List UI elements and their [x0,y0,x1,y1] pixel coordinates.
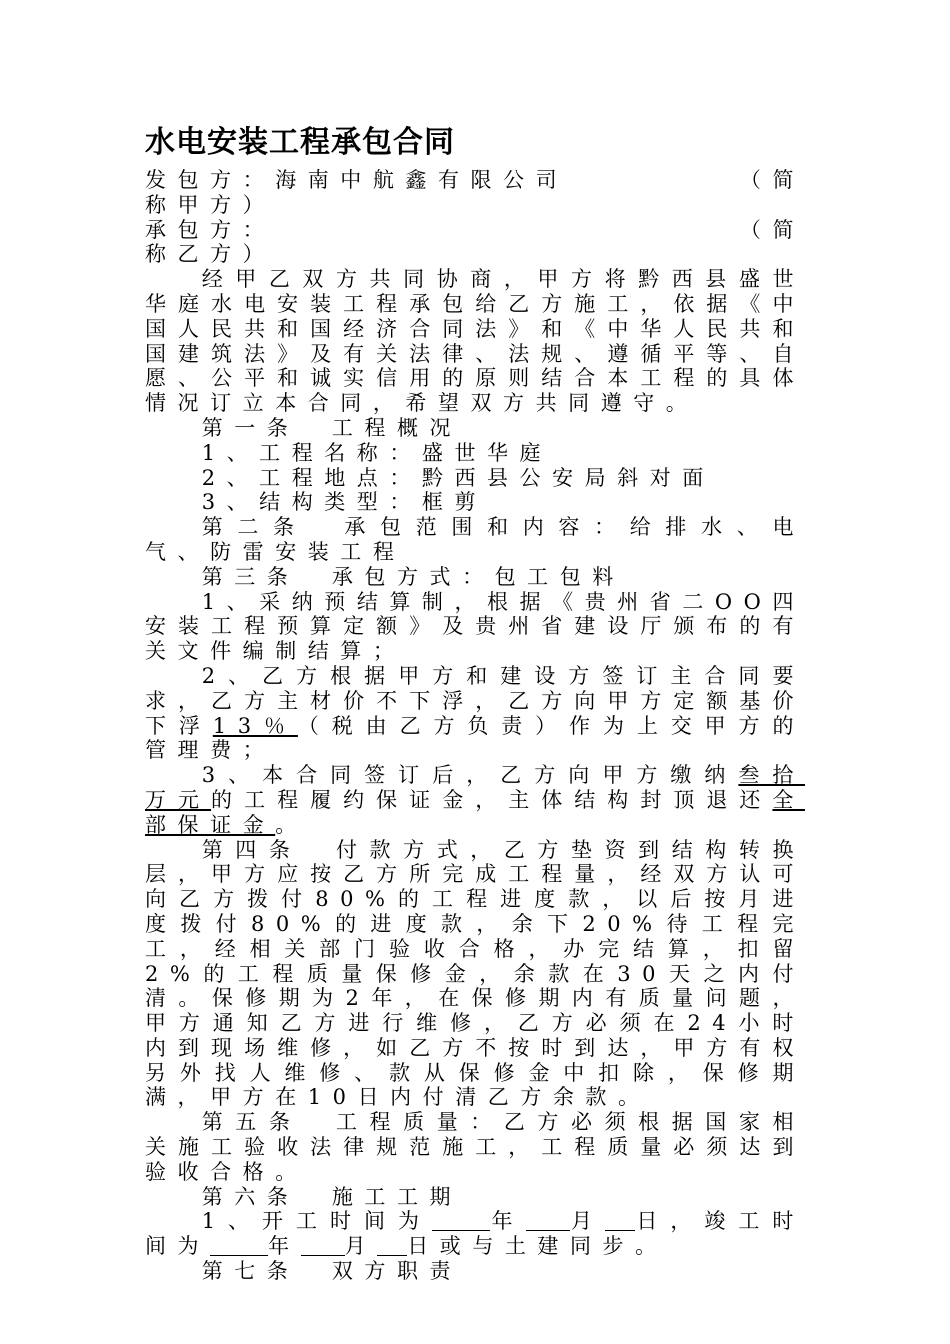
party-a [145,168,568,193]
article6-item1 [145,1209,805,1259]
management-fee-rate: 13％ [212,713,298,738]
party-b-abbr-close: 称乙方） [145,242,276,267]
start-year-unit: 年 [490,1209,526,1234]
end-year-blank [210,1234,268,1256]
start-month-unit: 月 [569,1209,605,1234]
deposit-refund: 全部保证金 [145,787,805,837]
end-year-unit: 年 [268,1234,301,1259]
preamble: 经甲乙双方共同协商，甲方将黔西县盛世华庭水电安装工程承包给乙方施工，依据《中国人民共和国经济合同法》和《中华人民共和国建筑法》及有关法律、法规、遵循平等、自愿、公平和诚实信用的原则结合本工程的具体情况订立本合同，希望双方共同遵守。 [145,267,805,416]
party-a-line [145,168,805,193]
article3-item2-text: 2、乙方根据甲方和建设方签订主合同要求，乙方主材价不下浮，乙方向甲方定额基价下浮 [145,663,805,738]
party-b-abbr-open: （简 [739,217,805,242]
article3-item3 [145,763,805,837]
party-a-name: 海南中航鑫有限公司 [275,168,569,192]
contract-page [145,120,805,1284]
end-day-blank [377,1234,407,1256]
article5: 第五条 工程质量：乙方必须根据国家相关施工验收法律规范施工，工程质量必须达到验收合格。 [145,1110,805,1184]
party-b-label: 承包方： [145,217,276,242]
article3-heading: 第三条 承包方式：包工包料 [201,564,625,589]
deposit-amount: 叁拾万元 [145,763,805,812]
start-day-unit: 日，竣工时间为 [145,1209,805,1259]
end-month-blank [301,1234,345,1256]
article1-item2: 2、工程地点：黔西县公安局斜对面 [201,465,715,490]
end-month-unit: 月 [344,1234,378,1259]
party-a-label: 发包方： [145,168,276,192]
start-date-label: 1、开工时间为 [201,1209,433,1234]
start-day-blank [605,1209,635,1231]
party-a-abbr-open: （简 [739,168,805,192]
article1-item1: 1、工程名称：盛世华庭 [201,440,553,465]
article1-heading: 第一条 工程概况 [201,415,463,440]
article2: 第二条 承包范围和内容：给排水、电气、防雷安装工程 [145,515,805,564]
party-b-line [145,218,805,243]
article4: 第四条 付款方式，乙方垫资到结构转换层，甲方应按乙方所完成工程量，经双方认可向乙方拨付80%的工程进度款，以后按月进度拨付80%的进度款，余下20%待工程完工，经相关部门验收合格，办完结算，扣留2%的工程质量保修金，余款在30天之内付清。保修期为2年，在保修期内有质量问题，甲方通知乙方进行维修，乙方必须在24小时内到现场维修，如乙方不按时到达，甲方有权另外找人维修、款从保修金中扣除，保修期满，甲方在10日内付清乙方余款。 [145,837,805,1110]
start-year-blank [432,1209,490,1231]
article3-item3-text: 3、本合同签订后，乙方向甲方缴纳 [201,763,739,788]
article3-item3-end: 。 [275,812,308,837]
article1-item3: 3、结构类型：框剪 [201,490,487,515]
end-day-unit: 日或与土建同步。 [407,1234,668,1259]
contract-body [145,168,805,1284]
article3-item3-mid: 的工程履约保证金，主体结构封顶退还 [211,787,773,812]
article3-item2-rest: （税由乙方负责）作为上交甲方的管理费； [145,713,805,763]
article3-item2 [145,664,805,763]
article6-heading: 第六条 施工工期 [201,1184,463,1209]
article7-heading: 第七条 双方职责 [201,1259,463,1284]
article3-item1: 1、采纳预结算制，根据《贵州省二OO四安装工程预算定额》及贵州省建设厅颁布的有关文件编制结算； [145,589,805,664]
party-a-abbr-close: 称甲方） [145,192,276,217]
start-month-blank [526,1209,570,1231]
document-title: 水电安装工程承包合同 [145,125,455,160]
